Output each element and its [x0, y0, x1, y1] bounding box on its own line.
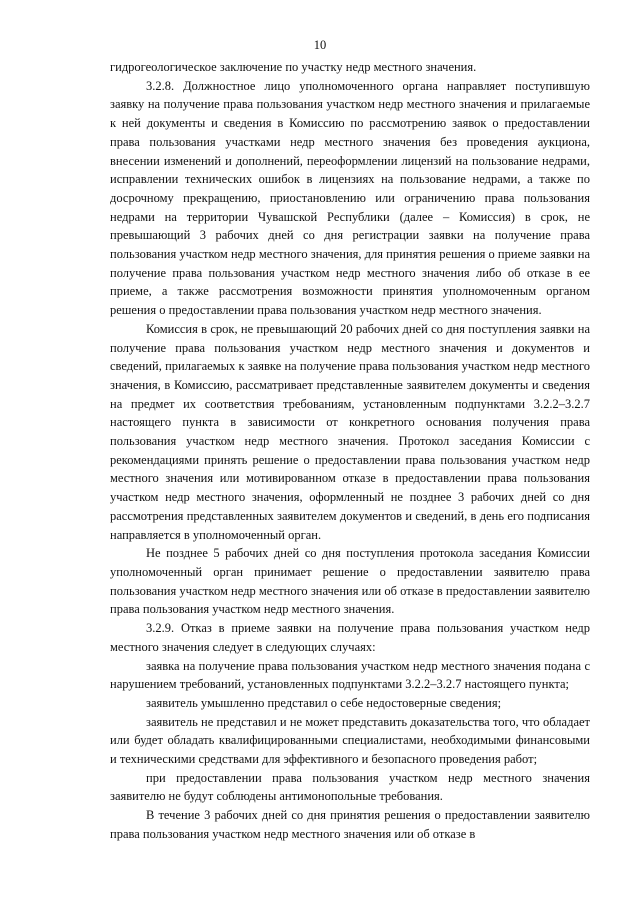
paragraph-commission-review: Комиссия в срок, не превышающий 20 рабочих дней со дня поступления заявки на получение права пользования участком недр местного значения и документов и сведений, прилагаемых к заявке на получение права пользования участком недр местного значения, в Комиссию, рассматривает представленные заявителем документы и сведения на предмет их соответствия требованиям, установленным подпунктами 3.2.2–3.2.7 настоящего пункта в зависимости от конкретного основания получения права пользования участком недр местного значения. Протокол заседания Комиссии с рекомендациями принять решение о предоставлении права пользования участком недр местного значения или мотивированном отказе в предоставлении права пользования участком недр местного значения, оформленный не позднее 3 рабочих дней со дня рассмотрения представленных заявителем документов и сведений, в день его подписания направляется в уполномоченный орган. — [110, 321, 590, 542]
page-number: 10 — [313, 38, 327, 52]
list-item-antimonopoly: при предоставлении права пользования участком недр местного значения заявителю не будут соблюдены антимонопольные требования. — [110, 770, 590, 804]
list-item-no-evidence: заявитель не представил и не может представить доказательства того, что обладает или будет обладать квалифицированными специалистами, необходимыми финансовыми и техническими средствами для эффективного и безопасного проведения работ; — [110, 714, 590, 767]
document-body — [110, 58, 590, 844]
paragraph-authority-decision: Не позднее 5 рабочих дней со дня поступления протокола заседания Комиссии уполномоченный орган принимает решение о предоставлении заявителю права пользования участком недр местного значения или об отказе в предоставлении заявителю права пользования участком недр местного значения. — [110, 546, 590, 617]
list-item-violation: заявка на получение права пользования участком недр местного значения подана с нарушением требований, установленных подпунктами 3.2.2–3.2.7 настоящего пункта; — [110, 658, 590, 692]
paragraph-continuation: гидрогеологическое заключение по участку недр местного значения. — [110, 60, 477, 74]
list-item-false-info: заявитель умышленно представил о себе недостоверные сведения; — [146, 695, 502, 710]
paragraph-3-2-8: 3.2.8. Должностное лицо уполномоченного органа направляет поступившую заявку на получение права пользования участком недр местного значения и прилагаемые к ней документы и сведения в Комиссию по рассмотрению заявок о предоставлении права пользования участками недр местного значения без проведения аукциона, внесении изменений и дополнений, переоформлении лицензий на пользование недрами, исправлении технических ошибок в лицензиях на пользование недрами, а также по досрочному прекращению, приостановлению или ограничению права пользования недрами на территории Чувашской Республики (далее – Комиссия) в срок, не превышающий 3 рабочих дней со дня регистрации заявки на получение права пользования участком недр местного значения, для принятия решения о приеме заявки на получение права пользования участком недр местного значения либо об отказе в ее приеме, а также рассмотрения возможности принятия уполномоченным органом решения о предоставлении права пользования участком недр местного значения. — [110, 78, 590, 318]
paragraph-3-2-9: 3.2.9. Отказ в приеме заявки на получение права пользования участком недр местного значения следует в следующих случаях: — [110, 621, 590, 654]
paragraph-final: В течение 3 рабочих дней со дня принятия решения о предоставлении заявителю права пользования участком недр местного значения или об отказе в — [110, 808, 590, 841]
